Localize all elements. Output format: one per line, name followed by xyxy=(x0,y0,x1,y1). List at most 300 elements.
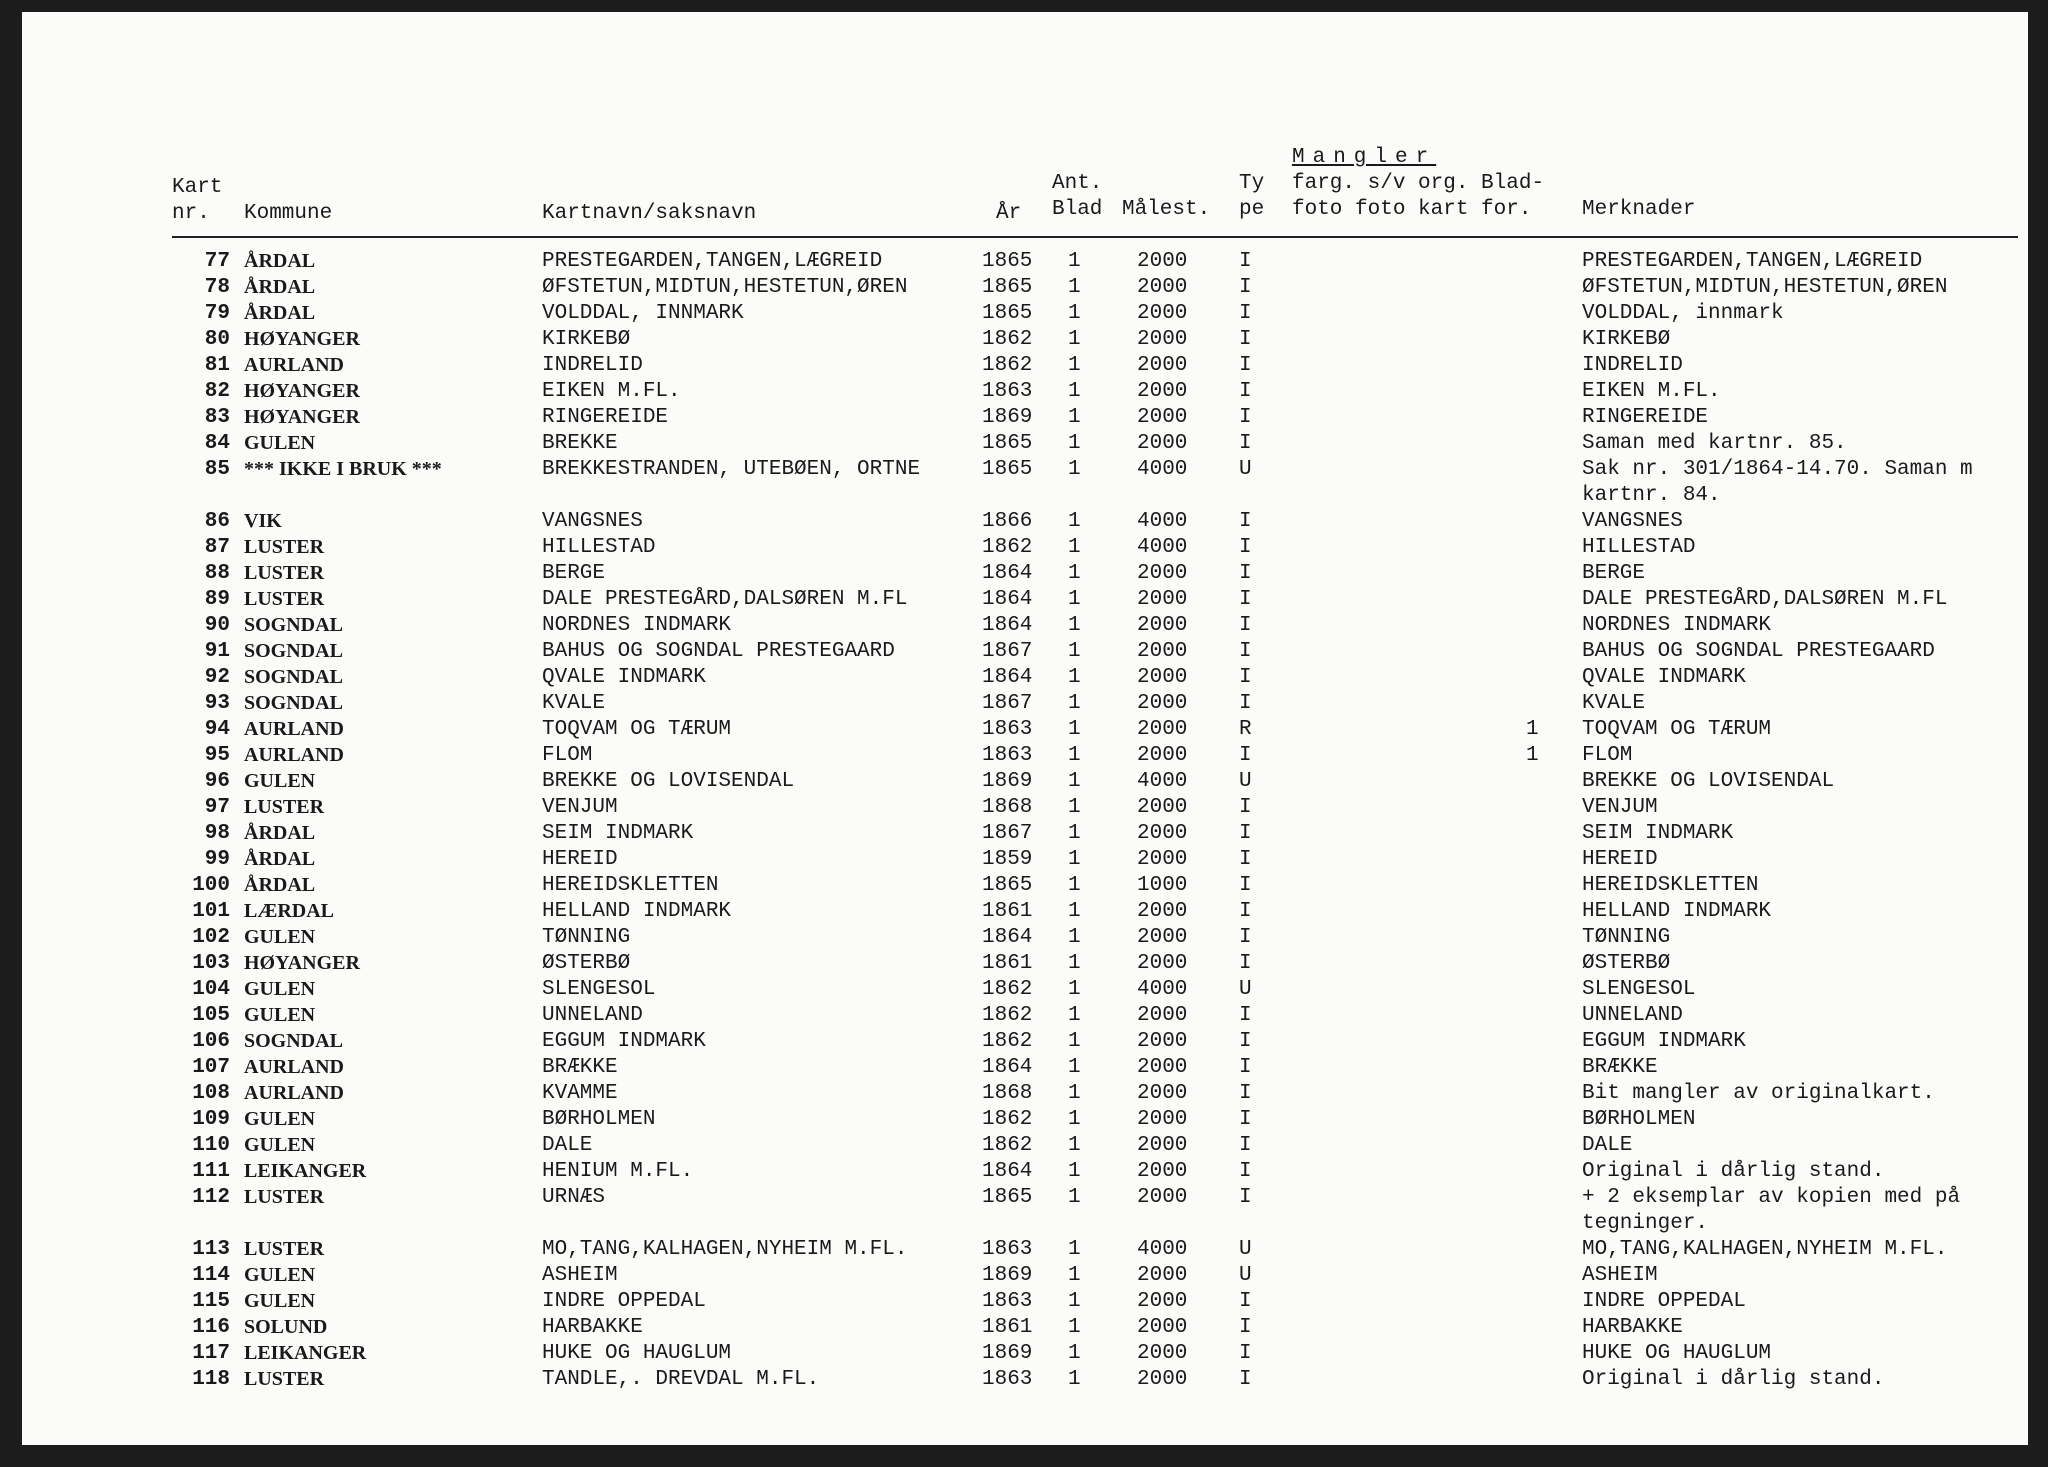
header-mangler-cols-2: foto foto kart for. xyxy=(1292,198,1532,221)
table-row xyxy=(172,250,2018,276)
table-row xyxy=(172,432,2018,458)
ant-blad-cell: 1 xyxy=(1068,848,1081,871)
merknad-cell: FLOM xyxy=(1582,744,1633,767)
year-cell: 1861 xyxy=(982,1316,1033,1339)
table-row xyxy=(172,1108,2018,1134)
kommune-cell: AURLAND xyxy=(244,744,344,766)
kartnavn-cell: BØRHOLMEN xyxy=(542,1108,656,1131)
kart-nr-cell: 108 xyxy=(192,1082,230,1105)
table-row xyxy=(172,666,2018,692)
kommune-cell: LUSTER xyxy=(244,536,325,558)
ant-blad-cell: 1 xyxy=(1068,588,1081,611)
ant-blad-cell: 1 xyxy=(1068,1264,1081,1287)
kartnavn-cell: DALE xyxy=(542,1134,593,1157)
ant-blad-cell: 1 xyxy=(1068,328,1081,351)
kommune-cell: ÅRDAL xyxy=(244,276,316,298)
type-cell: I xyxy=(1239,926,1252,949)
type-cell: I xyxy=(1239,1290,1252,1313)
table-row xyxy=(172,1238,2018,1264)
table-row xyxy=(172,692,2018,718)
type-cell: I xyxy=(1239,1030,1252,1053)
table-body xyxy=(172,250,2018,1394)
ant-blad-cell: 1 xyxy=(1068,822,1081,845)
kommune-cell: SOGNDAL xyxy=(244,614,343,636)
merknad-cell: HUKE OG HAUGLUM xyxy=(1582,1342,1772,1365)
header-mangler: Mangler xyxy=(1292,146,1437,169)
merknad-cell: VENJUM xyxy=(1582,796,1658,819)
kart-nr-cell: 116 xyxy=(192,1316,230,1339)
malestokk-cell: 4000 xyxy=(1137,458,1188,481)
kart-nr-cell: 80 xyxy=(204,328,230,351)
kommune-cell: GULEN xyxy=(244,1290,316,1312)
malestokk-cell: 2000 xyxy=(1137,926,1188,949)
merknad-cell: BRÆKKE xyxy=(1582,1056,1658,1079)
kart-nr-cell: 82 xyxy=(204,380,230,403)
type-cell: U xyxy=(1239,770,1252,793)
kartnavn-cell: KVALE xyxy=(542,692,606,715)
table-row xyxy=(172,1030,2018,1056)
kartnavn-cell: EIKEN M.FL. xyxy=(542,380,681,403)
header-nr: nr. xyxy=(172,202,210,225)
type-cell: I xyxy=(1239,1316,1252,1339)
kartnavn-cell: BREKKESTRANDEN, UTEBØEN, ORTNE xyxy=(542,458,921,481)
kommune-cell: AURLAND xyxy=(244,354,344,376)
kartnavn-cell: INDRE OPPEDAL xyxy=(542,1290,706,1313)
table-row xyxy=(172,276,2018,302)
kommune-cell: SOLUND xyxy=(244,1316,328,1338)
year-cell: 1864 xyxy=(982,614,1033,637)
kommune-cell: LEIKANGER xyxy=(244,1342,367,1364)
kartnavn-cell: URNÆS xyxy=(542,1186,606,1209)
kart-nr-cell: 115 xyxy=(192,1290,230,1313)
kommune-cell: LUSTER xyxy=(244,588,325,610)
malestokk-cell: 2000 xyxy=(1137,718,1188,741)
ant-blad-cell: 1 xyxy=(1068,1160,1081,1183)
table-row xyxy=(172,744,2018,770)
type-cell: I xyxy=(1239,640,1252,663)
malestokk-cell: 2000 xyxy=(1137,952,1188,975)
kart-nr-cell: 84 xyxy=(204,432,230,455)
table-row xyxy=(172,1160,2018,1186)
year-cell: 1862 xyxy=(982,978,1033,1001)
year-cell: 1862 xyxy=(982,1030,1033,1053)
kart-nr-cell: 104 xyxy=(192,978,230,1001)
header-kommune: Kommune xyxy=(244,202,333,225)
type-cell: I xyxy=(1239,900,1252,923)
table-row xyxy=(172,1342,2018,1368)
kartnavn-cell: MO,TANG,KALHAGEN,NYHEIM M.FL. xyxy=(542,1238,908,1261)
kart-nr-cell: 97 xyxy=(204,796,230,819)
ant-blad-cell: 1 xyxy=(1068,1134,1081,1157)
table-row xyxy=(172,978,2018,1004)
table-row xyxy=(172,536,2018,562)
merknad-cell: HEREIDSKLETTEN xyxy=(1582,874,1759,897)
kommune-cell: *** IKKE I BRUK *** xyxy=(244,458,442,480)
ant-blad-cell: 1 xyxy=(1068,562,1081,585)
malestokk-cell: 2000 xyxy=(1137,302,1188,325)
ant-blad-cell: 1 xyxy=(1068,692,1081,715)
table-row xyxy=(172,874,2018,900)
malestokk-cell: 2000 xyxy=(1137,822,1188,845)
kommune-cell: GULEN xyxy=(244,432,316,454)
kart-nr-cell: 101 xyxy=(192,900,230,923)
kart-nr-cell: 78 xyxy=(204,276,230,299)
kommune-cell: HØYANGER xyxy=(244,952,360,974)
ant-blad-cell: 1 xyxy=(1068,1030,1081,1053)
year-cell: 1861 xyxy=(982,952,1033,975)
kartnavn-cell: PRESTEGARDEN,TANGEN,LÆGREID xyxy=(542,250,883,273)
kartnavn-cell: BREKKE xyxy=(542,432,618,455)
ant-blad-cell: 1 xyxy=(1068,718,1081,741)
merknad-cell-continued: tegninger. xyxy=(1582,1212,1709,1235)
year-cell: 1863 xyxy=(982,744,1033,767)
kartnavn-cell: HARBAKKE xyxy=(542,1316,643,1339)
type-cell: I xyxy=(1239,328,1252,351)
ant-blad-cell: 1 xyxy=(1068,640,1081,663)
ant-blad-cell: 1 xyxy=(1068,978,1081,1001)
year-cell: 1863 xyxy=(982,1238,1033,1261)
kartnavn-cell: UNNELAND xyxy=(542,1004,643,1027)
malestokk-cell: 1000 xyxy=(1137,874,1188,897)
merknad-cell: HEREID xyxy=(1582,848,1658,871)
year-cell: 1868 xyxy=(982,796,1033,819)
type-cell: I xyxy=(1239,874,1252,897)
malestokk-cell: 2000 xyxy=(1137,1342,1188,1365)
header-kartnavn: Kartnavn/saksnavn xyxy=(542,202,757,225)
kommune-cell: ÅRDAL xyxy=(244,302,316,324)
kart-nr-cell: 107 xyxy=(192,1056,230,1079)
ant-blad-cell: 1 xyxy=(1068,744,1081,767)
year-cell: 1865 xyxy=(982,302,1033,325)
malestokk-cell: 2000 xyxy=(1137,1186,1188,1209)
kommune-cell: HØYANGER xyxy=(244,406,360,428)
merknad-cell: KIRKEBØ xyxy=(1582,328,1671,351)
merknad-cell: VOLDDAL, innmark xyxy=(1582,302,1784,325)
table-row xyxy=(172,1134,2018,1160)
merknad-cell: BERGE xyxy=(1582,562,1646,585)
blad-for-cell: 1 xyxy=(1526,744,1539,767)
table-row xyxy=(172,1290,2018,1316)
merknad-cell: EIKEN M.FL. xyxy=(1582,380,1721,403)
malestokk-cell: 2000 xyxy=(1137,692,1188,715)
year-cell: 1865 xyxy=(982,250,1033,273)
malestokk-cell: 2000 xyxy=(1137,354,1188,377)
kartnavn-cell: TØNNING xyxy=(542,926,631,949)
year-cell: 1864 xyxy=(982,666,1033,689)
kart-nr-cell: 83 xyxy=(204,406,230,429)
type-cell: I xyxy=(1239,250,1252,273)
malestokk-cell: 2000 xyxy=(1137,1134,1188,1157)
year-cell: 1863 xyxy=(982,1368,1033,1391)
ant-blad-cell: 1 xyxy=(1068,536,1081,559)
year-cell: 1865 xyxy=(982,874,1033,897)
merknad-cell: Original i dårlig stand. xyxy=(1582,1160,1885,1183)
kartnavn-cell: FLOM xyxy=(542,744,593,767)
header-mangler-cols-1: farg. s/v org. Blad- xyxy=(1292,172,1545,195)
kart-nr-cell: 89 xyxy=(204,588,230,611)
malestokk-cell: 2000 xyxy=(1137,250,1188,273)
ant-blad-cell: 1 xyxy=(1068,302,1081,325)
year-cell: 1869 xyxy=(982,1342,1033,1365)
ant-blad-cell: 1 xyxy=(1068,1316,1081,1339)
kartnavn-cell: BAHUS OG SOGNDAL PRESTEGAARD xyxy=(542,640,895,663)
table-row xyxy=(172,1368,2018,1394)
merknad-cell: INDRELID xyxy=(1582,354,1683,377)
kartnavn-cell: ASHEIM xyxy=(542,1264,618,1287)
year-cell: 1867 xyxy=(982,692,1033,715)
kartnavn-cell: DALE PRESTEGÅRD,DALSØREN M.FL xyxy=(542,588,908,611)
kartnavn-cell: ØSTERBØ xyxy=(542,952,631,975)
ant-blad-cell: 1 xyxy=(1068,1056,1081,1079)
merknad-cell: TØNNING xyxy=(1582,926,1671,949)
malestokk-cell: 2000 xyxy=(1137,1264,1188,1287)
year-cell: 1863 xyxy=(982,1290,1033,1313)
kartnavn-cell: BERGE xyxy=(542,562,606,585)
type-cell: I xyxy=(1239,380,1252,403)
merknad-cell: HILLESTAD xyxy=(1582,536,1696,559)
kommune-cell: GULEN xyxy=(244,978,316,1000)
header-malest: Målest. xyxy=(1122,198,1211,221)
kommune-cell: GULEN xyxy=(244,926,316,948)
kartnavn-cell: RINGEREIDE xyxy=(542,406,669,429)
merknad-cell: DALE xyxy=(1582,1134,1633,1157)
kartnavn-cell: HUKE OG HAUGLUM xyxy=(542,1342,732,1365)
malestokk-cell: 4000 xyxy=(1137,978,1188,1001)
kommune-cell: AURLAND xyxy=(244,1056,344,1078)
table-row xyxy=(172,1056,2018,1082)
table-row xyxy=(172,1004,2018,1030)
kartnavn-cell: BRÆKKE xyxy=(542,1056,618,1079)
kommune-cell: ÅRDAL xyxy=(244,874,316,896)
malestokk-cell: 2000 xyxy=(1137,1056,1188,1079)
year-cell: 1863 xyxy=(982,380,1033,403)
ant-blad-cell: 1 xyxy=(1068,458,1081,481)
kart-nr-cell: 90 xyxy=(204,614,230,637)
kartnavn-cell: INDRELID xyxy=(542,354,643,377)
ant-blad-cell: 1 xyxy=(1068,354,1081,377)
kartnavn-cell: VOLDDAL, INNMARK xyxy=(542,302,744,325)
merknad-cell: Bit mangler av originalkart. xyxy=(1582,1082,1935,1105)
kart-nr-cell: 106 xyxy=(192,1030,230,1053)
ant-blad-cell: 1 xyxy=(1068,510,1081,533)
year-cell: 1862 xyxy=(982,328,1033,351)
header-ar: År xyxy=(996,202,1022,225)
merknad-cell: TOQVAM OG TÆRUM xyxy=(1582,718,1772,741)
type-cell: U xyxy=(1239,1264,1252,1287)
ant-blad-cell: 1 xyxy=(1068,250,1081,273)
kartnavn-cell: KIRKEBØ xyxy=(542,328,631,351)
kommune-cell: GULEN xyxy=(244,1264,316,1286)
type-cell: I xyxy=(1239,588,1252,611)
year-cell: 1863 xyxy=(982,718,1033,741)
malestokk-cell: 4000 xyxy=(1137,770,1188,793)
kart-nr-cell: 103 xyxy=(192,952,230,975)
ant-blad-cell: 1 xyxy=(1068,926,1081,949)
table-row xyxy=(172,458,2018,510)
merknad-cell: HELLAND INDMARK xyxy=(1582,900,1772,923)
merknad-cell: DALE PRESTEGÅRD,DALSØREN M.FL xyxy=(1582,588,1948,611)
kart-nr-cell: 112 xyxy=(192,1186,230,1209)
merknad-cell: Original i dårlig stand. xyxy=(1582,1368,1885,1391)
ant-blad-cell: 1 xyxy=(1068,796,1081,819)
type-cell: I xyxy=(1239,666,1252,689)
kart-nr-cell: 85 xyxy=(204,458,230,481)
header-type-1: Ty xyxy=(1239,172,1265,195)
kart-nr-cell: 111 xyxy=(192,1160,230,1183)
type-cell: I xyxy=(1239,562,1252,585)
merknad-cell: HARBAKKE xyxy=(1582,1316,1683,1339)
type-cell: I xyxy=(1239,796,1252,819)
ant-blad-cell: 1 xyxy=(1068,874,1081,897)
kommune-cell: LUSTER xyxy=(244,1238,325,1260)
table-row xyxy=(172,718,2018,744)
type-cell: U xyxy=(1239,1238,1252,1261)
malestokk-cell: 2000 xyxy=(1137,640,1188,663)
kartnavn-cell: NORDNES INDMARK xyxy=(542,614,732,637)
kommune-cell: LÆRDAL xyxy=(244,900,335,922)
year-cell: 1864 xyxy=(982,588,1033,611)
table-row xyxy=(172,1316,2018,1342)
ant-blad-cell: 1 xyxy=(1068,1004,1081,1027)
kommune-cell: ÅRDAL xyxy=(244,250,316,272)
type-cell: I xyxy=(1239,692,1252,715)
kart-nr-cell: 93 xyxy=(204,692,230,715)
malestokk-cell: 2000 xyxy=(1137,588,1188,611)
ant-blad-cell: 1 xyxy=(1068,900,1081,923)
ant-blad-cell: 1 xyxy=(1068,380,1081,403)
kommune-cell: LUSTER xyxy=(244,796,325,818)
merknad-cell: KVALE xyxy=(1582,692,1646,715)
kartnavn-cell: HENIUM M.FL. xyxy=(542,1160,694,1183)
kart-nr-cell: 92 xyxy=(204,666,230,689)
kommune-cell: HØYANGER xyxy=(244,328,360,350)
kartnavn-cell: BREKKE OG LOVISENDAL xyxy=(542,770,795,793)
kart-nr-cell: 88 xyxy=(204,562,230,585)
year-cell: 1865 xyxy=(982,276,1033,299)
kart-nr-cell: 110 xyxy=(192,1134,230,1157)
table-row xyxy=(172,328,2018,354)
table-row xyxy=(172,1186,2018,1238)
merknad-cell: + 2 eksemplar av kopien med på xyxy=(1582,1186,1961,1209)
ant-blad-cell: 1 xyxy=(1068,1290,1081,1313)
type-cell: I xyxy=(1239,406,1252,429)
kartnavn-cell: TOQVAM OG TÆRUM xyxy=(542,718,732,741)
kartnavn-cell: KVAMME xyxy=(542,1082,618,1105)
year-cell: 1868 xyxy=(982,1082,1033,1105)
kart-nr-cell: 87 xyxy=(204,536,230,559)
merknad-cell: MO,TANG,KALHAGEN,NYHEIM M.FL. xyxy=(1582,1238,1948,1261)
kommune-cell: GULEN xyxy=(244,1004,316,1026)
kommune-cell: ÅRDAL xyxy=(244,822,316,844)
year-cell: 1869 xyxy=(982,1264,1033,1287)
type-cell: I xyxy=(1239,354,1252,377)
ant-blad-cell: 1 xyxy=(1068,614,1081,637)
merknad-cell: BAHUS OG SOGNDAL PRESTEGAARD xyxy=(1582,640,1935,663)
type-cell: R xyxy=(1239,718,1252,741)
year-cell: 1865 xyxy=(982,432,1033,455)
merknad-cell: BREKKE OG LOVISENDAL xyxy=(1582,770,1835,793)
malestokk-cell: 2000 xyxy=(1137,406,1188,429)
type-cell: I xyxy=(1239,432,1252,455)
header-blad: Blad xyxy=(1052,198,1103,221)
kartnavn-cell: HEREIDSKLETTEN xyxy=(542,874,719,897)
kommune-cell: SOGNDAL xyxy=(244,692,343,714)
type-cell: I xyxy=(1239,302,1252,325)
year-cell: 1862 xyxy=(982,536,1033,559)
malestokk-cell: 2000 xyxy=(1137,1160,1188,1183)
malestokk-cell: 4000 xyxy=(1137,1238,1188,1261)
malestokk-cell: 2000 xyxy=(1137,1290,1188,1313)
year-cell: 1865 xyxy=(982,1186,1033,1209)
year-cell: 1865 xyxy=(982,458,1033,481)
header-kart: Kart xyxy=(172,176,223,199)
merknad-cell: BØRHOLMEN xyxy=(1582,1108,1696,1131)
type-cell: I xyxy=(1239,822,1252,845)
malestokk-cell: 2000 xyxy=(1137,1004,1188,1027)
table-row xyxy=(172,1264,2018,1290)
kart-nr-cell: 114 xyxy=(192,1264,230,1287)
table-row xyxy=(172,406,2018,432)
table-row xyxy=(172,822,2018,848)
merknad-cell: ØSTERBØ xyxy=(1582,952,1671,975)
kommune-cell: HØYANGER xyxy=(244,380,360,402)
kart-nr-cell: 99 xyxy=(204,848,230,871)
table-header xyxy=(172,142,2018,250)
ant-blad-cell: 1 xyxy=(1068,770,1081,793)
malestokk-cell: 2000 xyxy=(1137,1030,1188,1053)
table-row xyxy=(172,380,2018,406)
map-register-table xyxy=(172,142,2018,1394)
kommune-cell: SOGNDAL xyxy=(244,666,343,688)
table-row xyxy=(172,640,2018,666)
type-cell: I xyxy=(1239,614,1252,637)
kart-nr-cell: 117 xyxy=(192,1342,230,1365)
kartnavn-cell: SEIM INDMARK xyxy=(542,822,694,845)
header-ant: Ant. xyxy=(1052,172,1103,195)
kart-nr-cell: 105 xyxy=(192,1004,230,1027)
kart-nr-cell: 109 xyxy=(192,1108,230,1131)
year-cell: 1867 xyxy=(982,640,1033,663)
type-cell: I xyxy=(1239,510,1252,533)
merknad-cell: Sak nr. 301/1864-14.70. Saman m xyxy=(1582,458,1973,481)
ant-blad-cell: 1 xyxy=(1068,432,1081,455)
malestokk-cell: 2000 xyxy=(1137,276,1188,299)
table-row xyxy=(172,354,2018,380)
year-cell: 1861 xyxy=(982,900,1033,923)
kommune-cell: LEIKANGER xyxy=(244,1160,367,1182)
type-cell: I xyxy=(1239,1056,1252,1079)
merknad-cell: UNNELAND xyxy=(1582,1004,1683,1027)
type-cell: I xyxy=(1239,1134,1252,1157)
merknad-cell: EGGUM INDMARK xyxy=(1582,1030,1746,1053)
kart-nr-cell: 81 xyxy=(204,354,230,377)
ant-blad-cell: 1 xyxy=(1068,1368,1081,1391)
kartnavn-cell: HILLESTAD xyxy=(542,536,656,559)
kartnavn-cell: HEREID xyxy=(542,848,618,871)
malestokk-cell: 2000 xyxy=(1137,328,1188,351)
kart-nr-cell: 95 xyxy=(204,744,230,767)
ant-blad-cell: 1 xyxy=(1068,1238,1081,1261)
document-sheet xyxy=(22,12,2028,1445)
merknad-cell: PRESTEGARDEN,TANGEN,LÆGREID xyxy=(1582,250,1923,273)
kart-nr-cell: 96 xyxy=(204,770,230,793)
blad-for-cell: 1 xyxy=(1526,718,1539,741)
table-row xyxy=(172,926,2018,952)
table-row xyxy=(172,1082,2018,1108)
year-cell: 1862 xyxy=(982,1108,1033,1131)
kommune-cell: GULEN xyxy=(244,1134,316,1156)
kartnavn-cell: EGGUM INDMARK xyxy=(542,1030,706,1053)
